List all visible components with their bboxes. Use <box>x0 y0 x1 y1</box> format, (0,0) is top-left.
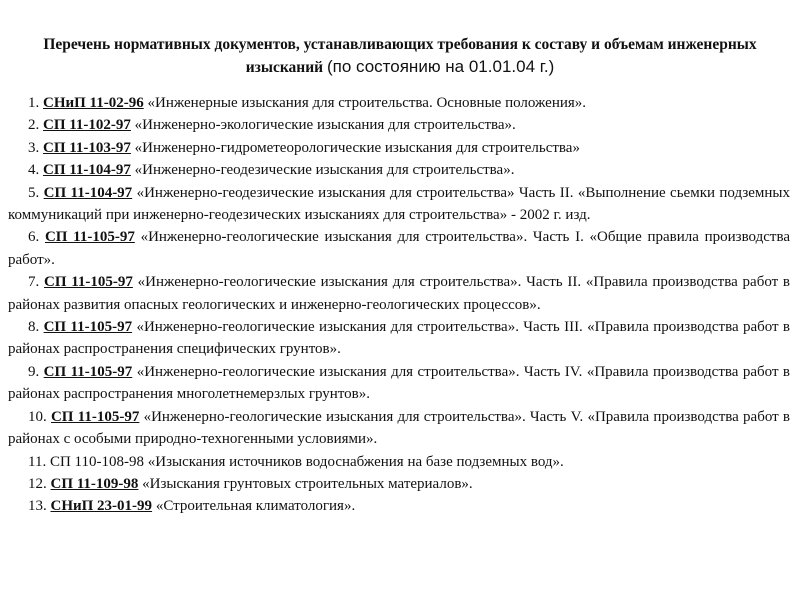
list-item <box>8 226 790 271</box>
item-code: СП 11-105-97 <box>43 363 133 380</box>
item-code: СП 11-105-97 <box>43 319 133 336</box>
item-code: СНиП 11-02-96 <box>43 95 144 111</box>
item-number: 13. <box>28 498 47 515</box>
item-number: 10. <box>28 408 47 425</box>
list-item <box>8 473 790 495</box>
list-item <box>8 114 790 136</box>
item-text: «Инженерно-геодезические изыскания для строительства». <box>134 162 515 179</box>
item-code: СП 11-109-98 <box>50 475 139 492</box>
item-number: 7. <box>28 274 40 291</box>
item-text: «Инженерно-геологические изыскания для строительства». Часть II. «Правила производства работ в районах развития опасных геологических и инженерно-геологических процессов». <box>8 274 791 313</box>
item-number: 4. <box>28 162 40 179</box>
item-code: СП 11-104-97 <box>43 162 131 179</box>
list-item <box>8 451 790 473</box>
item-number: 6. <box>28 229 40 246</box>
item-code: СП 11-105-97 <box>50 408 140 425</box>
list-item <box>8 271 790 316</box>
item-code: СП 110-108-98 <box>49 453 144 470</box>
item-number: 8. <box>28 319 40 336</box>
title-main: Перечень нормативных документов, устанавливающих требования к составу и объемам инженерных изысканий <box>43 36 757 76</box>
item-code: СП 11-102-97 <box>43 117 131 134</box>
item-text: «Инженерно-геодезические изыскания для строительства» Часть II. «Выполнение сьемки подземных коммуникаций при инженерно-геодезических изысканиях для строительства» - 2002 г. изд. <box>8 184 790 224</box>
item-number: 3. <box>28 139 40 156</box>
item-number: 2. <box>28 117 40 134</box>
title-date: (по состоянию на 01.01.04 г.) <box>326 57 555 76</box>
list-item <box>8 406 790 451</box>
item-code: СНиП 23-01-99 <box>50 498 153 515</box>
item-text: «Строительная климатология». <box>155 498 356 515</box>
list-item <box>8 92 790 114</box>
item-code: СП 11-105-97 <box>44 229 135 246</box>
item-number: 11. <box>28 453 47 470</box>
item-number: 1. <box>28 95 40 111</box>
item-text: «Инженерно-геологические изыскания для строительства». Часть V. «Правила производства работ в районах с особыми природно-техногенными условиями». <box>8 408 790 448</box>
item-text: «Инженерно-геологические изыскания для строительства». Часть IV. «Правила производства работ в районах распространения многолетнемерзлых грунтов». <box>8 363 790 403</box>
item-text: «Инженерно-геологические изыскания для строительства». Часть III. «Правила производства работ в районах распространения специфических грунтов». <box>8 319 791 358</box>
list-item <box>8 361 790 406</box>
item-text: «Инженерно-геологические изыскания для строительства». Часть I. «Общие правила производства работ». <box>8 229 791 268</box>
item-text: «Изыскания источников водоснабжения на базе подземных вод». <box>147 453 564 470</box>
list-item <box>8 182 790 227</box>
document-title <box>20 34 780 79</box>
item-code: СП 11-103-97 <box>43 139 131 156</box>
list-item <box>8 159 790 181</box>
list-item <box>8 316 790 361</box>
item-number: 5. <box>28 184 40 201</box>
list-item <box>8 137 790 159</box>
item-code: СП 11-105-97 <box>44 274 133 291</box>
item-text: «Изыскания грунтовых строительных материалов». <box>142 475 473 492</box>
item-number: 12. <box>28 475 47 492</box>
list-item <box>8 495 790 517</box>
item-code: СП 11-104-97 <box>43 184 133 201</box>
item-text: «Инженерно-экологические изыскания для строительства». <box>134 117 516 134</box>
documents-list <box>8 92 790 518</box>
item-number: 9. <box>28 363 40 380</box>
item-text: «Инженерные изыскания для строительства. Основные положения». <box>147 95 587 111</box>
item-text: «Инженерно-гидрометеорологические изыскания для строительства» <box>134 139 580 156</box>
